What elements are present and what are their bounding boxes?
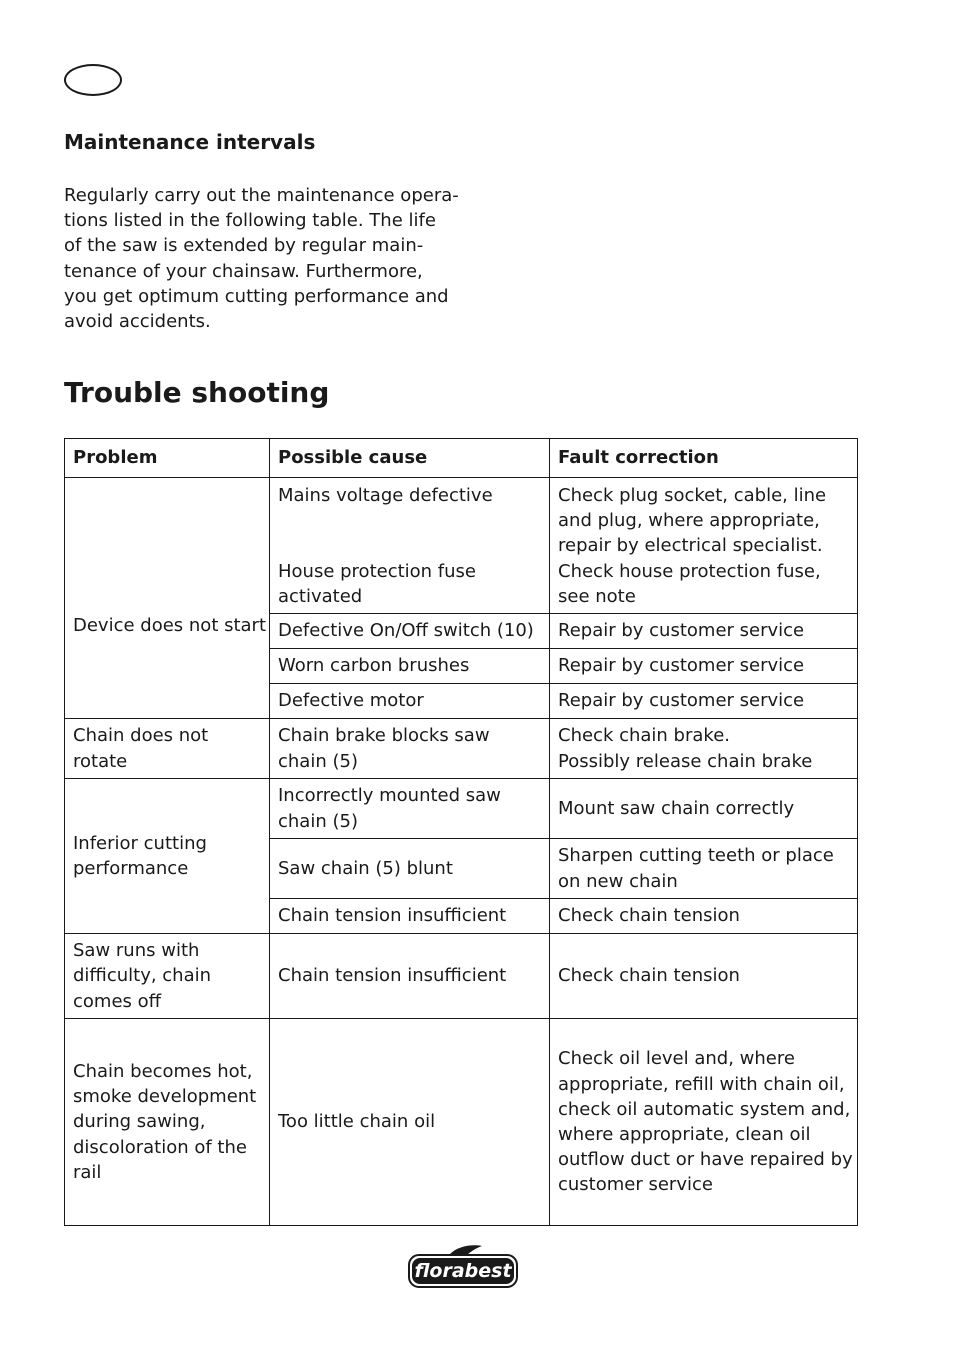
cause-cell: Mains voltage defective House protection fuse activated bbox=[270, 478, 550, 614]
maintenance-paragraph bbox=[64, 183, 464, 334]
fix-cell: Mount saw chain correctly bbox=[550, 779, 858, 839]
cause-cell: Chain brake blocks saw chain (5) bbox=[270, 719, 550, 779]
paragraph-line: Regularly carry out the maintenance opera- bbox=[64, 185, 459, 206]
cause-cell: Incorrectly mounted saw chain (5) bbox=[270, 779, 550, 839]
fix-cell: Repair by customer service bbox=[550, 614, 858, 649]
cause-cell: Chain tension insufficient bbox=[270, 934, 550, 1019]
cause-cell: Too little chain oil bbox=[270, 1019, 550, 1226]
paragraph-line: tions listed in the following table. The life bbox=[64, 210, 436, 232]
cause-cell: Saw chain (5) blunt bbox=[270, 839, 550, 899]
trouble-shooting-table bbox=[64, 438, 858, 1226]
cause-cell: Defective On/Off switch (10) bbox=[270, 614, 550, 649]
header-fault-correction: Fault correction bbox=[550, 439, 858, 478]
fix-cell: Check oil level and, where appropriate, refill with chain oil, check oil automatic system and, where appropriate, clean oil outflow duct or have repaired by customer service bbox=[550, 1019, 858, 1226]
cause-cell: Worn carbon brushes bbox=[270, 649, 550, 684]
fix-cell: Sharpen cutting teeth or place on new chain bbox=[550, 839, 858, 899]
problem-cell: Inferior cutting performance bbox=[65, 779, 270, 934]
logo-wordmark: florabest bbox=[414, 1260, 512, 1282]
problem-cell: Saw runs with difficulty, chain comes off bbox=[65, 934, 270, 1019]
language-badge-oval bbox=[64, 64, 122, 96]
problem-cell: Chain becomes hot, smoke development during sawing, discoloration of the rail bbox=[65, 1019, 270, 1226]
table-header-row bbox=[65, 439, 858, 478]
table-row bbox=[65, 478, 858, 614]
fix-cell: Repair by customer service bbox=[550, 684, 858, 719]
table-row bbox=[65, 779, 858, 839]
maintenance-heading: Maintenance intervals bbox=[64, 130, 316, 154]
problem-cell: Device does not start bbox=[65, 478, 270, 719]
cause-cell: Defective motor bbox=[270, 684, 550, 719]
cause-cell: Chain tension insufficient bbox=[270, 899, 550, 934]
trouble-shooting-heading: Trouble shooting bbox=[64, 376, 330, 409]
table-row bbox=[65, 719, 858, 779]
table-row bbox=[65, 1019, 858, 1226]
fix-cell: Check chain tension bbox=[550, 899, 858, 934]
header-problem: Problem bbox=[65, 439, 270, 478]
paragraph-line: of the saw is extended by regular main- bbox=[64, 235, 424, 257]
problem-cell: Chain does not rotate bbox=[65, 719, 270, 779]
table-row bbox=[65, 934, 858, 1019]
header-possible-cause: Possible cause bbox=[270, 439, 550, 478]
fix-cell: Check plug socket, cable, line and plug, where appropriate, repair by electrical specialist. Check house protection fuse, see note bbox=[550, 478, 858, 614]
paragraph-line: avoid accidents. bbox=[64, 311, 211, 333]
florabest-logo bbox=[406, 1244, 520, 1290]
paragraph-line: tenance of your chainsaw. Furthermore, bbox=[64, 260, 423, 282]
fix-cell: Check chain tension bbox=[550, 934, 858, 1019]
fix-cell: Repair by customer service bbox=[550, 649, 858, 684]
paragraph-line: you get optimum cutting performance and bbox=[64, 285, 449, 307]
fix-cell: Check chain brake. Possibly release chain brake bbox=[550, 719, 858, 779]
